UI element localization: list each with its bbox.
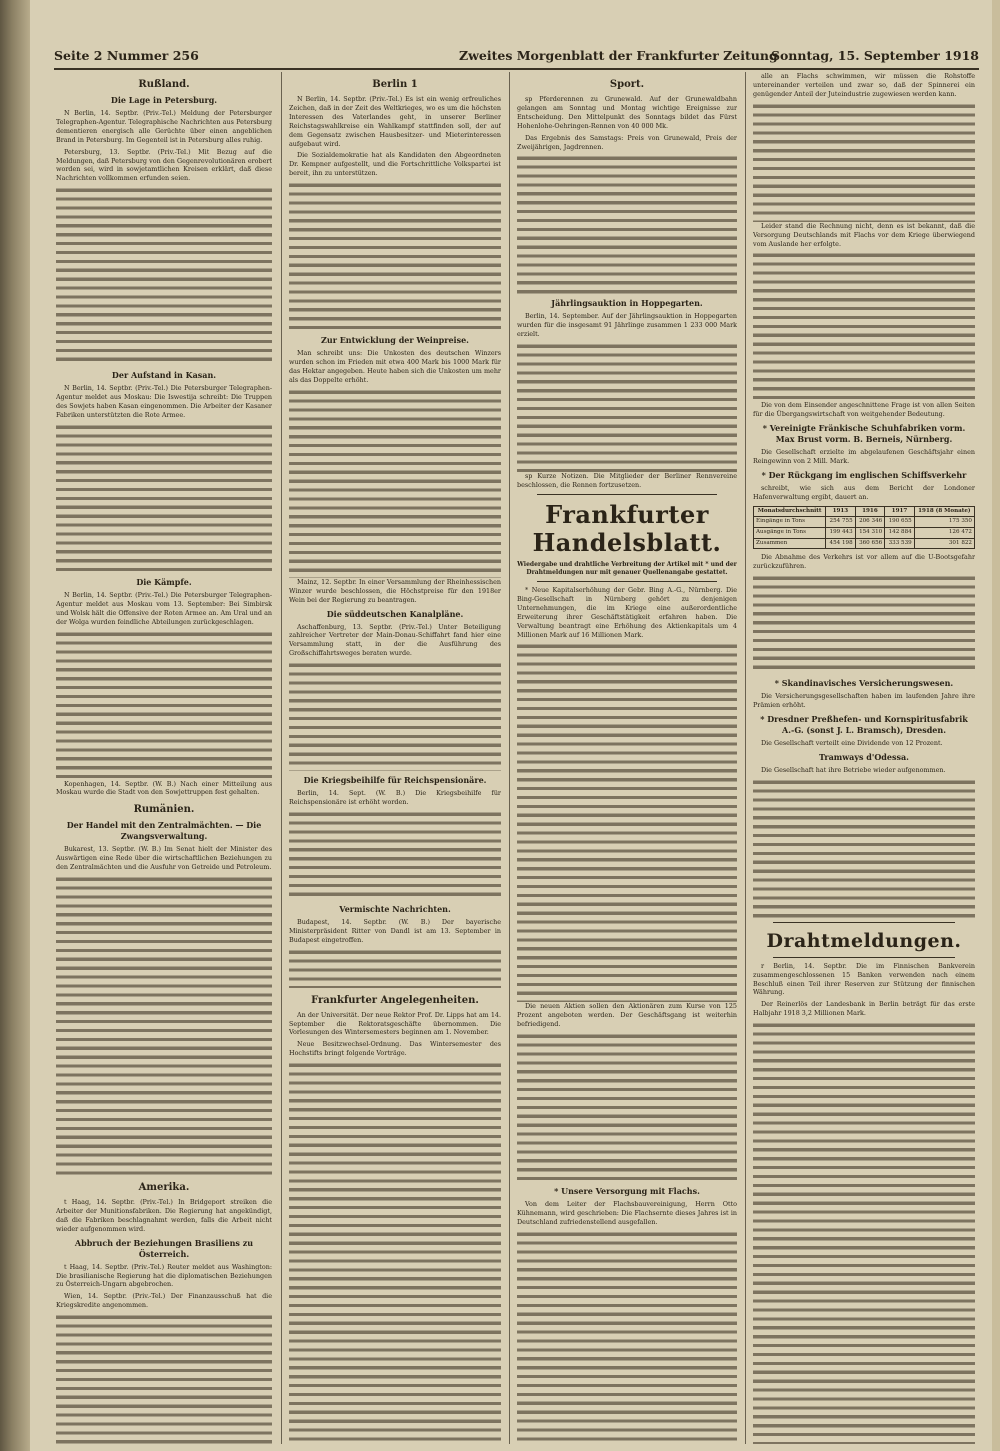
article-paragraph: Mainz, 12. Septbr. In einer Versammlung der Rheinhessischen Winzer wurde beschlossen, die Höchstpreise für den 1918er Wein bei der Regierung zu beantragen. [289, 577, 501, 604]
divider [537, 581, 717, 582]
table-cell: 360 656 [855, 538, 885, 549]
heading-flachs: * Unsere Versorgung mit Flachs. [554, 1186, 700, 1197]
article-paragraph: N Berlin, 14. Septbr. (Priv.-Tel.) Meldung der Petersburger Telegraphen-Agentur. Telegraphische Nachrichten aus Petersburg dementieren energisch alle Gerüchte über einen angeblichen Brand in Petersburg. Im Gegenteil ist in Petersburg alles ruhig. [56, 109, 272, 144]
column-3 [517, 72, 737, 1444]
table-cell: 154 310 [855, 528, 885, 539]
table-header: 1918 (8 Monate) [914, 506, 974, 517]
column-4 [753, 72, 975, 1444]
text-block [289, 810, 501, 900]
text-block [289, 181, 501, 331]
table-row [754, 517, 975, 528]
article-paragraph: Der Reinerlös der Landesbank in Berlin beträgt für das erste Halbjahr 1918 3,2 Millionen Mark. [753, 1000, 975, 1018]
column-rule [509, 72, 510, 1444]
subheading-petersburg: Die Lage in Petersburg. [110, 95, 218, 105]
text-block [56, 875, 272, 1175]
article-paragraph: Von dem Leiter der Flachsbauvereinigung, Herrn Otto Kühnemann, wird geschrieben: Die Flachsernte dieses Jahres ist in Deutschland zufriedenstellend ausgefallen. [517, 1200, 737, 1226]
article-paragraph: * Neue Kapitalserhöhung der Gebr. Bing A.-G., Nürnberg. Die Bing-Gesellschaft in Nürnberg gehört zu denjenigen Unternehmungen, die im Kriege eine außerordentliche Erweiterung ihrer Geschäftstätigkeit erfahren haben. Die Verwaltung beantragt eine Erhöhung des Aktienkapitals um 4 Millionen Mark auf 16 Millionen Mark. [517, 585, 737, 639]
subheading-handel: Der Handel mit den Zentralmächten. — Die Zwangsverwaltung. [66, 820, 262, 842]
text-block [517, 642, 737, 1002]
column-rule [745, 72, 746, 1444]
article-paragraph: Die Gesellschaft erzielte im abgelaufenen Geschäftsjahr einen Reingewinn von 2 Mill. Mark. [753, 448, 975, 466]
article-paragraph: N Berlin, 14. Septbr. (Priv.-Tel.) Die Petersburger Telegraphen-Agentur meldet aus Moskau vom 13. September: Bei Simbirsk und Wolsk hält die Offensive der Roten Armee an. Am Ural und an der Wolga wurden feindliche Abteilungen zurückgeschlagen. [56, 590, 272, 626]
article-paragraph: Bukarest, 13. Septbr. (W. B.) Im Senat hielt der Minister des Auswärtigen eine Rede über die wirtschaftlichen Beziehungen zu den Zentralmächten und die Ausfuhr von Getreide und Petroleum. [56, 845, 272, 872]
text-block [753, 1021, 975, 1444]
heading-russland: Rußland. [138, 79, 190, 90]
column-rule [281, 72, 282, 1444]
table-header: 1917 [885, 506, 915, 517]
table-cell: 254 755 [826, 517, 856, 528]
heading-kaempfe: Die Kämpfe. [136, 576, 192, 587]
article-paragraph: N Berlin, 14. Septbr. (Priv.-Tel.) Die Petersburger Telegraphen-Agentur meldet aus Moskau: Die Iswestija schreibt: Die Truppen des Sowjets haben Kasan eingenommen. Die Arbeiter der Kasaner Fabriken unterstützten die Rote Armee. [56, 384, 272, 419]
article-paragraph: Kopenhagen, 14. Septbr. (W. B.) Nach einer Mitteilung aus Moskau wurde die Stadt von den Sowjettruppen fest gehalten. [56, 779, 272, 797]
article-paragraph: sp Kurze Notizen. Die Mitglieder der Berliner Rennvereine beschlossen, die Rennen fortzusetzen. [517, 472, 737, 490]
table-cell: 199 443 [826, 528, 856, 539]
text-block [289, 948, 501, 988]
heading-presshefen: * Dresdner Preßhefen- und Kornspiritusfabrik A.-G. (sonst J. L. Bramsch), Dresden. [760, 713, 968, 735]
heading-frankfurter-angelegenheiten: Frankfurter Angelegenheiten. [311, 994, 479, 1006]
text-block [517, 1032, 737, 1182]
table-cell: 175 350 [914, 517, 974, 528]
article-paragraph: sp Pferderennen zu Grunewald. Auf der Grunewaldbahn gelangen am Sonntag und Montag wichtige Ereignisse zur Entscheidung. Den Mittelpunkt des Sonntags bildet das Fürst Hohenlohe-Oehringen-Rennen von 40 000 Mk. [517, 95, 737, 130]
shipping-table [753, 506, 975, 549]
section-title-drahtmeldungen: Drahtmeldungen. [766, 929, 962, 952]
article-paragraph: Die Gesellschaft hat ihre Betriebe wieder aufgenommen. [761, 765, 946, 774]
article-paragraph: Leider stand die Rechnung nicht, denn es ist bekannt, daß die Versorgung Deutschlands mit Flachs vor dem Kriege überwiegend vom Auslande her erfolgte. [753, 221, 975, 248]
reprint-notice: Wiedergabe und drahtliche Verbreitung der Artikel mit * und der Drahtmeldungen nur mit genauer Quellenangabe gestattet. [517, 560, 737, 576]
article-paragraph: Die Gesellschaft verteilt eine Dividende von 12 Prozent. [761, 738, 943, 747]
table-row [754, 528, 975, 539]
article-paragraph: Das Ergebnis des Samstags: Preis von Grunewald, Preis der Zweijährigen, Jagdrennen. [517, 133, 737, 151]
heading-brasilien: Abbruch der Beziehungen Brasiliens zu Österreich. [74, 1237, 254, 1259]
article-paragraph: Berlin, 14. Sept. (W. B.) Die Kriegsbeihilfe für Reichspensionäre ist erhöht worden. [289, 789, 501, 807]
heading-kriegsbeihilfe: Die Kriegsbeihilfe für Reichspensionäre. [303, 775, 487, 786]
text-block [289, 1061, 501, 1444]
text-block [753, 102, 975, 222]
divider [773, 957, 955, 958]
article-paragraph: alle an Flachs schwimmen, wir müssen die Rohstoffe untereinander verteilen und zwar so, daß der Spinnerei ein genügender Anteil der Juteindustrie zugewiesen werden kann. [753, 72, 975, 98]
heading-amerika: Amerika. [138, 1182, 190, 1194]
article-paragraph: Wien, 14. Septbr. (Priv.-Tel.) Der Finanzausschuß hat die Kriegskredite angenommen. [56, 1292, 272, 1310]
table-header: 1916 [855, 506, 885, 517]
text-block [56, 186, 272, 366]
text-block [56, 630, 272, 780]
heading-kasan: Der Aufstand in Kasan. [111, 370, 217, 381]
article-paragraph: N Berlin, 14. Septbr. (Priv.-Tel.) Es ist ein wenig erfreuliches Zeichen, daß in der Zeit des Weltkrieges, wo es um die höchsten Interessen des Vaterlandes geht, in unserer Berliner Reichstagswahlkreise ein Wahlkampf stattfinden soll, der auf dem Gegensatz zwischen Hausbesitzer- und Mieterinteressen aufgebaut wird. [289, 95, 501, 148]
article-paragraph: Die neuen Aktien sollen den Aktionären zum Kurse von 125 Prozent angeboten werden. Der Geschäftsgang ist weiterhin befriedigend. [517, 1002, 737, 1029]
issue-date: Sonntag, 15. September 1918 [770, 48, 979, 63]
text-block [517, 154, 737, 294]
text-block [56, 423, 272, 573]
heading-vermischte: Vermischte Nachrichten. [339, 903, 451, 914]
text-block [753, 251, 975, 401]
table-cell: 206 346 [855, 517, 885, 528]
article-paragraph: Man schreibt uns: Die Unkosten des deutschen Winzers wurden schon im Frieden mit etwa 400 Mark bis 1000 Mark für das Hektar angegeben. Heute haben sich die Unkosten um mehr als das Doppelte erhöht. [289, 349, 501, 384]
article-paragraph: Berlin, 14. September. Auf der Jährlingsauktion in Hoppegarten wurden für die insgesamt 91 Jährlinge zusammen 1 233 000 Mark erzielt. [517, 312, 737, 339]
table-cell: 142 884 [885, 528, 915, 539]
article-paragraph: An der Universität. Der neue Rektor Prof. Dr. Lipps hat am 14. September die Rektoratsgeschäfte übernommen. Die Vorlesungen des Wintersemesters beginnen am 1. November. [289, 1010, 501, 1037]
text-block [289, 388, 501, 578]
table-header: 1913 [826, 506, 856, 517]
table-cell: Zusammen [754, 538, 826, 549]
section-title-handelsblatt: Frankfurter Handelsblatt. [532, 499, 722, 557]
table-header-row [754, 506, 975, 517]
text-block [289, 661, 501, 771]
article-paragraph: Aschaffenburg, 13. Septbr. (Priv.-Tel.) Unter Beteiligung zahlreicher Vertreter der Main-Donau-Schiffahrt fand hier eine Versammlung statt, in der die Ausführung des Großschiffahrtsweges beraten wurde. [289, 622, 501, 658]
article-paragraph: t Haag, 14. Septbr. (Priv.-Tel.) In Bridgeport streiken die Arbeiter der Munitionsfabriken. Die Regierung hat angekündigt, daß die Fabriken beschlagnahmt werden, falls die Arbeit nicht wieder aufgenommen wird. [56, 1198, 272, 1233]
heading-berlin: Berlin 1 [372, 79, 418, 90]
article-paragraph: Die Sozialdemokratie hat als Kandidaten den Abgeordneten Dr. Kempner aufgestellt, und die Fortschrittliche Volkspartei ist bereit, ihn zu unterstützen. [289, 151, 501, 178]
heading-weinpreise: Zur Entwicklung der Weinpreise. [321, 335, 469, 346]
page-number: Seite 2 Nummer 256 [54, 48, 199, 63]
paper-title: Zweites Morgenblatt der Frankfurter Zeitung [459, 48, 778, 63]
table-header: Monatsdurchschnitt [754, 506, 826, 517]
text-block [517, 342, 737, 472]
table-cell: 301 822 [914, 538, 974, 549]
table-cell: 126 472 [914, 528, 974, 539]
text-block [753, 574, 975, 674]
article-paragraph: Petersburg, 13. Septbr. (Priv.-Tel.) Mit Bezug auf die Meldungen, daß Petersburg von den Gegenrevolutionären erobert worden sei, wird in sowjetamtlichen Kreisen erklärt, daß diese Nachrichten vollkommen erfunden seien. [56, 147, 272, 183]
article-paragraph: t Haag, 14. Septbr. (Priv.-Tel.) Reuter meldet aus Washington: Die brasilianische Regierung hat die diplomatischen Beziehungen zu Österreich-Ungarn abgebrochen. [56, 1262, 272, 1289]
text-block [753, 778, 975, 918]
text-block [517, 1230, 737, 1444]
divider [537, 494, 717, 495]
heading-jaehrlingsauktion: Jährlingsauktion in Hoppegarten. [551, 298, 703, 309]
article-paragraph: Die von dem Einsender angeschnittene Frage ist von allen Seiten für die Übergangswirtschaft von weitgehender Bedeutung. [753, 401, 975, 419]
book-binding [0, 0, 30, 1451]
table-row [754, 538, 975, 549]
heading-rumaenien: Rumänien. [133, 804, 195, 816]
text-block [56, 1313, 272, 1444]
heading-versicherungswesen: * Skandinavisches Versicherungswesen. [774, 678, 954, 689]
heading-schuhfabriken: * Vereinigte Fränkische Schuhfabriken vorm. Max Brust vorm. B. Berneis, Nürnberg. [762, 423, 966, 445]
article-paragraph: schreibt, wie sich aus dem Bericht der Londoner Hafenverwaltung ergibt, dauert an. [753, 484, 975, 501]
column-2 [289, 72, 501, 1444]
masthead [54, 46, 979, 70]
article-paragraph: Neue Besitzwechsel-Ordnung. Das Wintersemester des Hochstifts bringt folgende Vorträge. [289, 1040, 501, 1058]
table-cell: Ausgänge in Tons [754, 528, 826, 539]
article-paragraph: r Berlin, 14. Septbr. Die im Finnischen Bankverein zusammengeschlossenen 15 Banken verwenden nach einem Beschluß einen Teil ihrer Reserven zur Stützung der finnischen Währung. [753, 961, 975, 997]
article-paragraph: Die Versicherungsgesellschaften haben im laufenden Jahre ihre Prämien erhöht. [753, 692, 975, 709]
divider [773, 922, 955, 923]
heading-kanalplaene: Die süddeutschen Kanalpläne. [326, 608, 464, 619]
article-paragraph: Budapest, 14. Septbr. (W. B.) Der bayerische Ministerpräsident Ritter von Dandl ist am 13. September in Budapest eingetroffen. [289, 917, 501, 944]
table-cell: Eingänge in Tons [754, 517, 826, 528]
column-1 [56, 72, 272, 1444]
heading-tramways: Tramways d'Odessa. [819, 751, 909, 762]
article-paragraph: Die Abnahme des Verkehrs ist vor allem auf die U-Bootsgefahr zurückzuführen. [753, 553, 975, 571]
table-cell: 190 655 [885, 517, 915, 528]
heading-sport: Sport. [609, 79, 645, 90]
table-cell: 333 539 [885, 538, 915, 549]
table-cell: 454 198 [826, 538, 856, 549]
heading-schiffsverkehr: * Der Rückgang im englischen Schiffsverkehr [761, 470, 967, 481]
